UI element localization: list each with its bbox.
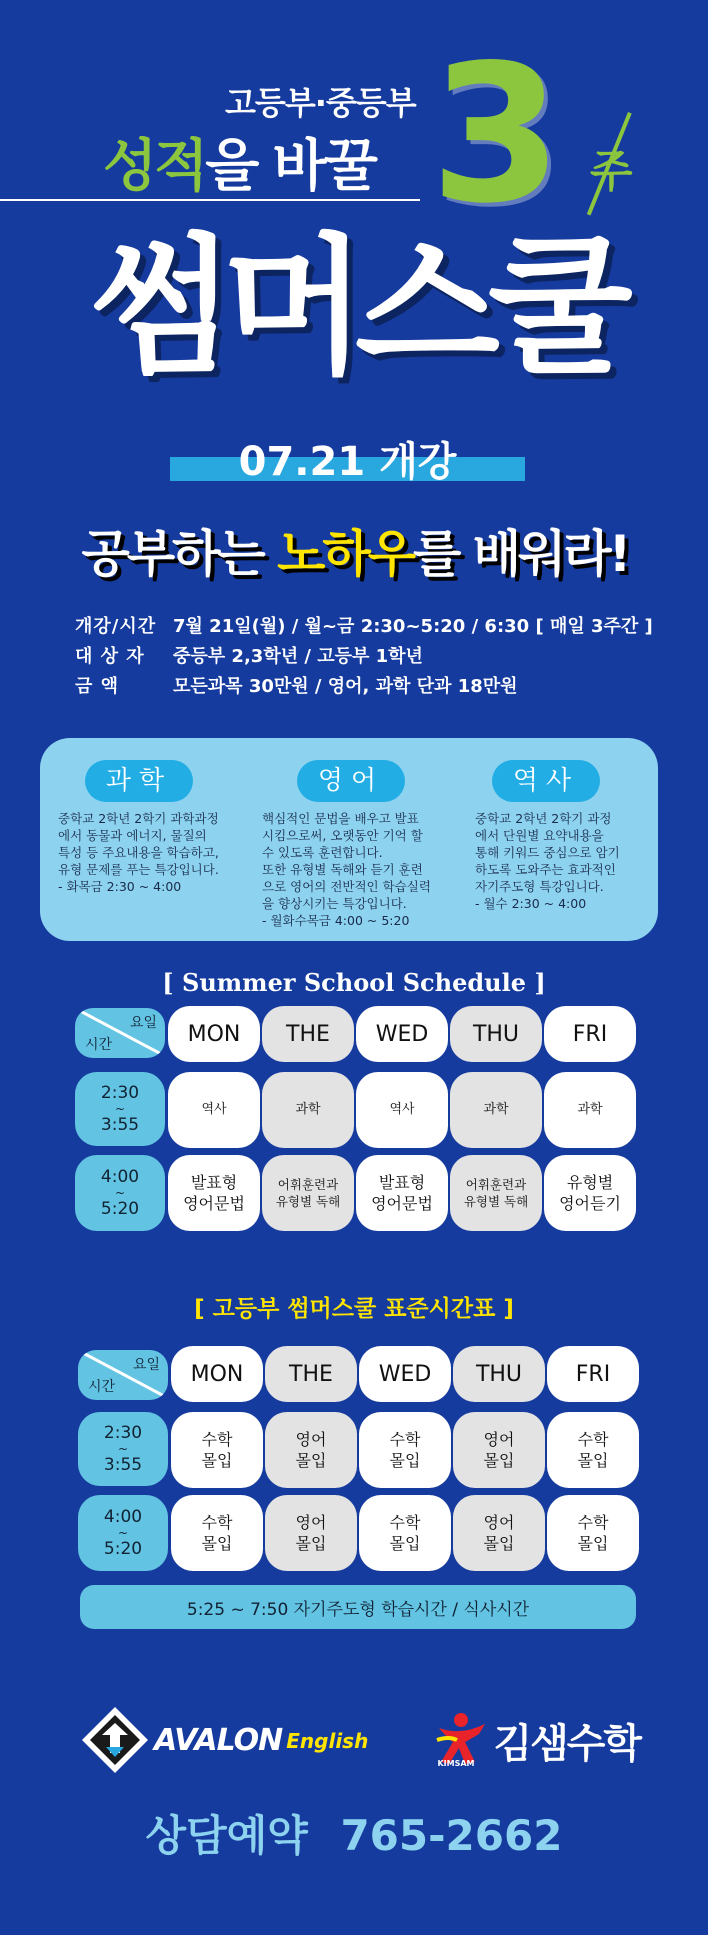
cell-line: 유형별	[566, 1173, 614, 1192]
cell-line: 몰입	[389, 1534, 421, 1553]
open-date: 07.21 개강	[238, 439, 457, 485]
schedule2-title: [ 고등부 썸머스쿨 표준시간표 ]	[194, 1296, 514, 1322]
schedule2-cell	[265, 1412, 357, 1488]
cell-line: 어휘훈련과	[465, 1177, 527, 1192]
info-key: 금 액	[75, 676, 120, 697]
cell-line: 영어듣기	[559, 1194, 621, 1213]
info-key: 개강/시간	[75, 616, 157, 637]
self-study-bar: 5:25 ~ 7:50 자기주도형 학습시간 / 식사시간	[80, 1585, 636, 1629]
slogan-part2: 를 배워라!	[413, 525, 629, 583]
cell-line: 발표형	[190, 1173, 238, 1192]
cell-line: 몰입	[295, 1534, 327, 1553]
cell-line: 영어문법	[183, 1194, 245, 1213]
subject-badge-science: 과학	[85, 760, 193, 802]
time-end: 5:20	[100, 1199, 140, 1219]
info-key: 대 상 자	[75, 646, 145, 667]
avalon-logo-sub: English	[286, 1729, 369, 1753]
desc-line: - 화목금 2:30 ~ 4:00	[58, 879, 182, 894]
schedule2-cell	[359, 1495, 451, 1571]
subjects-panel	[40, 738, 658, 941]
schedule2-day-wed: WED	[359, 1346, 451, 1402]
desc-line: 유형 문제를 푸는 특강입니다.	[58, 862, 219, 877]
cell-line: 영어문법	[371, 1194, 433, 1213]
schedule1-cell	[356, 1155, 448, 1231]
schedule2-day-mon: MON	[171, 1346, 263, 1402]
cell-line: 몰입	[483, 1534, 515, 1553]
schedule2-time-row1	[78, 1412, 168, 1486]
cell-line: 영어	[295, 1430, 327, 1449]
hero-big-number: 3	[430, 24, 563, 245]
kimsam-logo-text: 김샘수학	[493, 1720, 640, 1767]
cell-line: 수학	[577, 1430, 609, 1449]
cell-line: 몰입	[201, 1451, 233, 1470]
schedule1-day-wed: WED	[356, 1006, 448, 1062]
schedule1-corner	[75, 1008, 165, 1058]
desc-line: 을 향상시키는 특강입니다.	[262, 896, 407, 911]
time-start: 4:00	[103, 1507, 143, 1527]
subject-desc-english	[262, 810, 467, 929]
schedule1-cell: 과학	[450, 1072, 542, 1148]
schedule2-corner	[78, 1350, 168, 1400]
desc-line: 또한 유형별 독해와 듣기 훈련	[262, 862, 423, 877]
contact-phone[interactable]: 765-2662	[340, 1811, 563, 1860]
schedule1-day-fri: FRI	[544, 1006, 636, 1062]
desc-line: 에서 단원별 요약내용을	[475, 828, 604, 843]
desc-line: 으로 영어의 전반적인 학습실력	[262, 879, 431, 894]
cell-line: 몰입	[389, 1451, 421, 1470]
schedule1-cell	[168, 1155, 260, 1231]
info-row-price	[75, 672, 518, 698]
avalon-logo	[80, 1705, 368, 1775]
time-end: 3:55	[100, 1115, 140, 1135]
hero-subtitle: 고등부·중등부	[225, 84, 416, 122]
desc-line: 특성 등 주요내용을 학습하고,	[58, 845, 219, 860]
page-title: 썸머스쿨	[89, 221, 621, 395]
schedule1-cell: 역사	[168, 1072, 260, 1148]
cell-line: 몰입	[483, 1451, 515, 1470]
time-sep: ~	[114, 1102, 126, 1116]
desc-line: 중학교 2학년 2학기 과정	[475, 811, 612, 826]
desc-line: - 월수 2:30 ~ 4:00	[475, 896, 587, 911]
schedule2-cell	[359, 1412, 451, 1488]
avalon-emblem-icon	[80, 1705, 150, 1775]
schedule1-cell	[544, 1155, 636, 1231]
schedule1-cell	[450, 1155, 542, 1231]
schedule2-cell	[547, 1412, 639, 1488]
schedule2-day-the: THE	[265, 1346, 357, 1402]
desc-line: 자기주도형 특강입니다.	[475, 879, 604, 894]
time-start: 2:30	[100, 1083, 140, 1103]
slogan	[35, 514, 675, 586]
schedule2-day-fri: FRI	[547, 1346, 639, 1402]
cell-line: 몰입	[295, 1451, 327, 1470]
cell-line: 수학	[389, 1513, 421, 1532]
schedule1-cell: 과학	[544, 1072, 636, 1148]
desc-line: 에서 동물과 에너지, 물질의	[58, 828, 207, 843]
slogan-part1: 공부하는	[81, 525, 278, 583]
cell-line: 수학	[201, 1430, 233, 1449]
schedule1-cell: 역사	[356, 1072, 448, 1148]
logo-row	[80, 1700, 640, 1780]
schedule1-title: [ Summer School Schedule ]	[162, 968, 546, 997]
info-value: 7월 21일(월) / 월~금 2:30~5:20 / 6:30 [ 매일 3주간 ]	[173, 616, 653, 637]
cell-line: 어휘훈련과	[277, 1177, 339, 1192]
subject-badge-history: 역사	[492, 760, 600, 802]
time-end: 5:20	[103, 1539, 143, 1559]
cell-line: 영어	[295, 1513, 327, 1532]
schedule1-day-mon: MON	[168, 1006, 260, 1062]
slogan-highlight: 노하우	[277, 525, 414, 583]
contact-label: 상담예약	[145, 1811, 308, 1860]
corner-day-label: 요일	[132, 1357, 160, 1373]
desc-line: 핵심적인 문법을 배우고 발표	[262, 811, 419, 826]
time-sep: ~	[117, 1526, 129, 1540]
schedule2-cell	[265, 1495, 357, 1571]
cell-line: 수학	[201, 1513, 233, 1532]
schedule2-cell	[453, 1412, 545, 1488]
cell-line: 몰입	[577, 1534, 609, 1553]
desc-line: 시킴으로써, 오랫동안 기억 할	[262, 828, 423, 843]
schedule2-time-row2	[78, 1495, 168, 1571]
kimsam-logo	[435, 1710, 640, 1770]
corner-time-label: 시간	[85, 1037, 113, 1053]
schedule1-cell: 과학	[262, 1072, 354, 1148]
cell-line: 발표형	[378, 1173, 426, 1192]
hero-headline-white: 을 바꿀	[205, 134, 375, 199]
info-value: 모든과목 30만원 / 영어, 과학 단과 18만원	[173, 676, 518, 697]
time-sep: ~	[114, 1186, 126, 1200]
schedule2-cell	[547, 1495, 639, 1571]
subject-desc-science	[58, 810, 258, 895]
kimsam-small-text: KIMSAM	[437, 1759, 475, 1768]
info-row-schedule	[75, 612, 653, 638]
time-sep: ~	[117, 1442, 129, 1456]
cell-line: 영어	[483, 1513, 515, 1532]
cell-line: 유형별 독해	[463, 1194, 529, 1209]
corner-time-label: 시간	[88, 1379, 116, 1395]
hero-headline-green: 성적	[103, 134, 206, 199]
schedule2-cell	[171, 1495, 263, 1571]
time-end: 3:55	[103, 1455, 143, 1475]
contact-line	[0, 1803, 708, 1863]
hero-unit: 주	[590, 146, 633, 197]
cell-line: 유형별 독해	[275, 1194, 341, 1209]
desc-line: 중학교 2학년 2학기 과학과정	[58, 811, 219, 826]
subject-badge-english: 영어	[297, 760, 405, 802]
schedule1-cell	[262, 1155, 354, 1231]
cell-line: 영어	[483, 1430, 515, 1449]
hero-headline	[103, 122, 375, 202]
avalon-logo-text: AVALON	[154, 1722, 283, 1758]
corner-day-label: 요일	[129, 1015, 157, 1031]
info-value: 중등부 2,3학년 / 고등부 1학년	[173, 646, 423, 667]
time-start: 2:30	[103, 1423, 143, 1443]
schedule2-cell	[453, 1495, 545, 1571]
schedule1-time-row1	[75, 1072, 165, 1146]
cell-line: 수학	[389, 1430, 421, 1449]
cell-line: 수학	[577, 1513, 609, 1532]
schedule1-time-row2	[75, 1155, 165, 1231]
info-row-target	[75, 642, 423, 668]
cell-line: 몰입	[201, 1534, 233, 1553]
subject-desc-history	[475, 810, 655, 912]
desc-line: 하도록 도와주는 효과적인	[475, 862, 616, 877]
cell-line: 몰입	[577, 1451, 609, 1470]
schedule1-day-thu: THU	[450, 1006, 542, 1062]
schedule2-cell	[171, 1412, 263, 1488]
time-start: 4:00	[100, 1167, 140, 1187]
desc-line: - 월화수목금 4:00 ~ 5:20	[262, 913, 410, 928]
desc-line: 수 있도록 훈련합니다.	[262, 845, 383, 860]
schedule1-day-the: THE	[262, 1006, 354, 1062]
hero-underline	[0, 199, 420, 201]
schedule2-day-thu: THU	[453, 1346, 545, 1402]
desc-line: 통해 키워드 중심으로 암기	[475, 845, 620, 860]
